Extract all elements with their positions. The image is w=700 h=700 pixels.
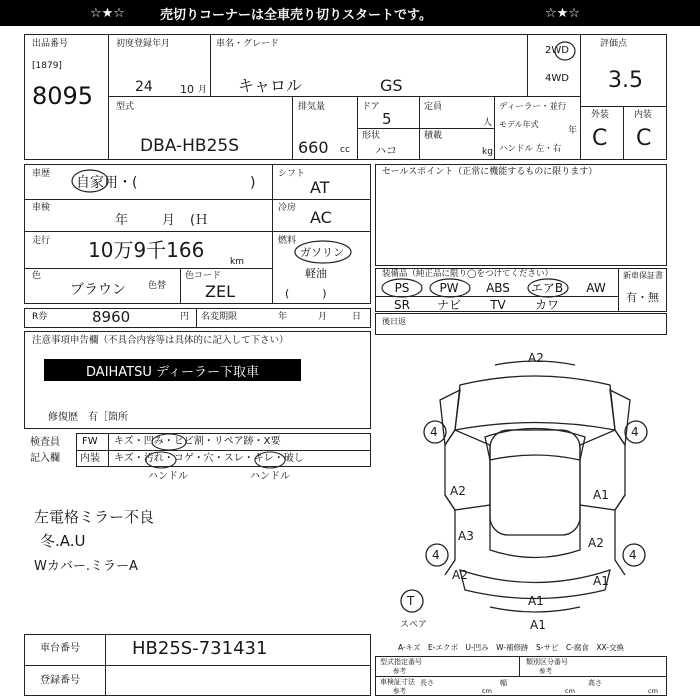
equipment-tv: TV: [490, 298, 506, 312]
width-cm: cm: [565, 687, 575, 695]
repair-history: 修復歴 有［箇所: [48, 412, 128, 423]
color-change-label: 色替: [148, 281, 167, 291]
inspector-row2-label: 内装: [80, 453, 100, 464]
period-month: 月: [318, 312, 328, 322]
drive-2wd-circle: [552, 38, 578, 62]
registration-month-unit: 月: [198, 85, 208, 95]
recycle-label: R券: [32, 312, 48, 322]
capacity-unit: 人: [483, 118, 493, 128]
exterior-score: C: [592, 126, 608, 151]
header-banner: [0, 0, 700, 26]
equipment-airbag: エアB: [530, 281, 564, 295]
chassis-label: 車台番号: [40, 643, 80, 654]
length-cm: cm: [482, 687, 492, 695]
mileage-label: 走行: [32, 236, 51, 246]
car-name-label: 車名・グレード: [216, 39, 280, 49]
drive-2wd: 2WD: [545, 45, 569, 56]
inspector-label-2: 記入欄: [30, 453, 60, 464]
fuel-paren: ( ): [285, 287, 327, 300]
lot-number: 8095: [32, 82, 94, 110]
height-cm: cm: [648, 687, 658, 695]
inspector-note-1: ハンドル: [148, 471, 188, 482]
car-grade: GS: [380, 76, 403, 95]
equipment-sr: SR: [394, 298, 410, 312]
registration-label: 初度登録年月: [116, 39, 171, 49]
dealer-label: ディーラー・並行: [499, 102, 567, 112]
score-value: 3.5: [608, 68, 643, 93]
sales-point-label: セールスポイント（正常に機能するものに限ります）: [382, 167, 598, 177]
displacement-unit: cc: [340, 145, 350, 155]
inspector-wear-circle: [253, 450, 287, 470]
designation-ref: 参考: [393, 667, 406, 675]
inspection-month: 月: [162, 213, 176, 228]
banner-text: 売切りコーナーは全車売り切りスタートです。: [160, 7, 432, 23]
spare-mark: T: [407, 594, 415, 608]
lot-bracket: [1879]: [32, 61, 62, 71]
displacement-label: 排気量: [298, 102, 326, 112]
warranty-value: 有・無: [626, 291, 659, 304]
doors-value: 5: [382, 110, 392, 128]
model-year-label: モデル年式: [499, 120, 539, 129]
designation-label: 型式指定番号: [380, 658, 422, 666]
banner-stars-left: ☆★☆: [90, 5, 125, 21]
car-outline: [401, 361, 647, 612]
equipment-ps: PS: [394, 281, 410, 295]
mark-bottom: A1: [530, 618, 546, 630]
drive-4wd: 4WD: [545, 73, 569, 84]
later-label: 後日返: [382, 317, 406, 326]
period-year: 年: [278, 312, 288, 322]
load-unit: kg: [482, 147, 493, 157]
tire-rl: 4: [432, 548, 440, 562]
mark-right-mid: A2: [588, 536, 604, 550]
banner-stars-right: ☆★☆: [545, 5, 580, 21]
history-circle: [68, 166, 112, 194]
category-ref: 参考: [539, 667, 552, 675]
inspector-dirt-circle: [144, 450, 178, 470]
tire-fl: 4: [430, 425, 438, 439]
handle-label: ハンドル 左・右: [499, 144, 562, 154]
mark-right-front: A1: [593, 488, 609, 502]
plate-label: 登録番号: [40, 675, 80, 686]
chassis-value: HB25S-731431: [132, 638, 268, 659]
fuel-gasoline-circle: [292, 238, 354, 266]
history-label: 車歴: [32, 169, 51, 179]
inspection-label: 車検: [32, 203, 51, 213]
equipment-ps-circle: [380, 277, 424, 299]
exterior-label: 外装: [591, 110, 610, 120]
shape-label: 形状: [362, 131, 381, 141]
inspector-row1: キズ・凹み・ヒビ割・リペア跡・X要: [114, 436, 281, 447]
size-ref: 参考: [393, 687, 406, 695]
displacement-value: 660: [298, 138, 329, 157]
equipment-aw: AW: [586, 281, 606, 295]
mileage-unit: km: [230, 257, 244, 267]
interior-score: C: [636, 126, 652, 151]
handwritten-note-3: Wカバー.ミラーA: [34, 559, 138, 574]
equipment-pw: PW: [439, 281, 459, 295]
recycle-unit: 円: [180, 312, 190, 322]
size-label: 車検証寸法: [380, 678, 415, 686]
inspector-row2: キズ・汚れ・コゲ・穴・スレ・キレ・破し: [114, 453, 304, 464]
history-value: 自家用・(: [76, 175, 138, 191]
interior-label: 内装: [634, 110, 653, 120]
model-value: DBA-HB25S: [140, 136, 240, 156]
height-label: 高さ: [588, 679, 602, 687]
tire-rr: 4: [629, 548, 637, 562]
category-label: 類別区分番号: [526, 658, 568, 666]
inspection-year: 年: [115, 213, 129, 228]
mark-left-mid: A3: [458, 529, 474, 543]
mark-left-front: A2: [450, 484, 466, 498]
model-year-unit: 年: [568, 126, 578, 136]
inspector-dent-circle: [150, 432, 188, 452]
period-day: 日: [352, 312, 362, 322]
warranty-label: 新車保証書: [623, 271, 663, 280]
lot-label: 出品番号: [32, 39, 69, 49]
history-close: ): [250, 175, 256, 191]
ac-value: AC: [310, 208, 332, 227]
shape-value: ハコ: [375, 144, 397, 157]
inspector-row1-label: FW: [82, 436, 98, 447]
equipment-pw-circle: [428, 277, 472, 299]
equipment-label: 装備品（純正品に限り◯をつけてください）: [382, 269, 554, 279]
capacity-label: 定員: [424, 102, 443, 112]
handwritten-note-2: 冬.A.U: [40, 532, 86, 550]
color-code-label: 色コード: [185, 271, 222, 281]
dealer-tradein-banner: DAIHATSU ディーラー下取車: [44, 359, 301, 381]
equipment-navi: ナビ: [436, 298, 461, 312]
recycle-value: 8960: [92, 308, 131, 326]
equipment-leather: カワ: [534, 298, 559, 312]
handwritten-note-1: 左電格ミラー不良: [34, 508, 155, 526]
equipment-airbag-circle: [526, 277, 570, 299]
damage-legend: A-キズ E-エクボ U-凹み W-補修跡 S-サビ C-腐食 XX-交換: [398, 643, 624, 652]
mileage-value: 10万9千166: [88, 238, 205, 262]
equipment-abs: ABS: [486, 281, 510, 295]
registration-month: 10: [180, 83, 194, 96]
mark-front: A2: [528, 351, 544, 365]
mark-left-rear: A2: [452, 568, 468, 582]
car-diagram: [400, 345, 670, 630]
color-label: 色: [32, 271, 42, 281]
fuel-gasoline: ガソリン: [300, 246, 344, 259]
load-label: 積載: [424, 131, 443, 141]
fuel-diesel: 軽油: [305, 267, 327, 280]
sales-point-block: [375, 164, 667, 266]
length-label: 長さ: [420, 679, 434, 687]
fuel-label: 燃料: [278, 236, 297, 246]
inspector-note-2: ハンドル: [250, 471, 290, 482]
car-name: キャロル: [238, 76, 303, 95]
registration-year: 24: [135, 79, 153, 95]
width-label: 幅: [500, 679, 507, 687]
inspector-label-1: 検査員: [30, 437, 60, 448]
shift-label: シフト: [278, 169, 306, 179]
color-code: ZEL: [205, 282, 235, 301]
later-block: [375, 313, 667, 335]
shift-value: AT: [310, 178, 330, 197]
spare-label: スペア: [400, 620, 428, 630]
ac-label: 冷房: [278, 203, 297, 213]
score-label: 評価点: [600, 39, 628, 49]
mark-rear: A1: [528, 594, 544, 608]
model-label: 型式: [116, 102, 135, 112]
period-label: 名変期限: [201, 312, 238, 322]
doors-label: ドア: [362, 102, 380, 112]
mark-right-rear: A1: [593, 574, 609, 588]
inspection-suffix: (Ｈ: [190, 213, 209, 228]
notes-label: 注意事項申告欄（不具合内容等は具体的に記入して下さい）: [32, 335, 289, 346]
color-value: ブラウン: [70, 282, 126, 298]
tire-fr: 4: [631, 425, 639, 439]
